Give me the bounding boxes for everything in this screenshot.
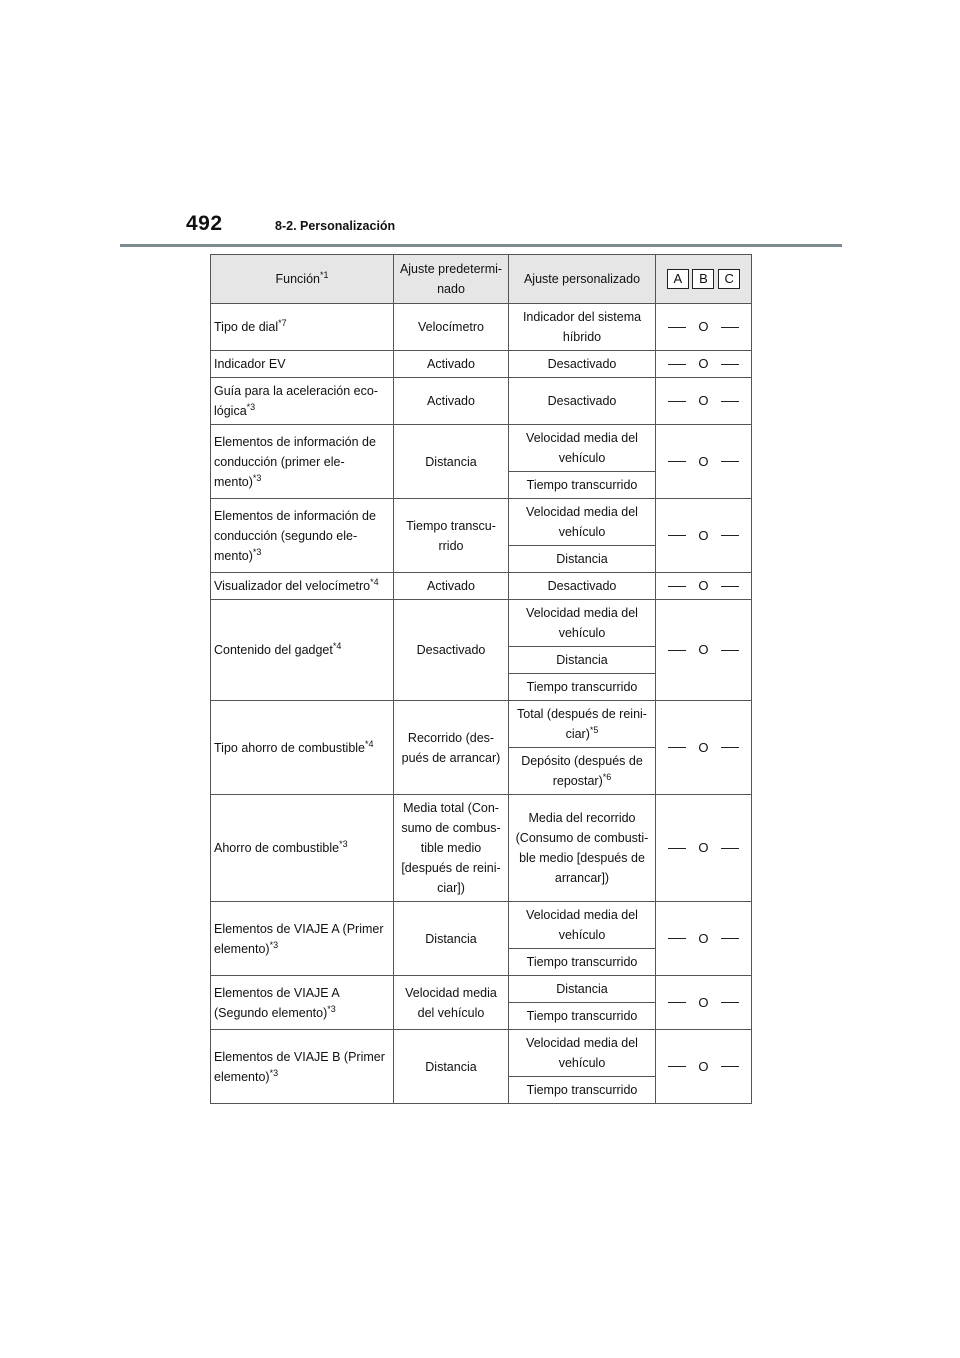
- mark-a-dash: [668, 1002, 686, 1003]
- table-row: [211, 701, 752, 748]
- mark-c-dash: [721, 1066, 739, 1067]
- custom-setting-cell: Tiempo transcurrido: [509, 674, 656, 701]
- column-header-abc: [656, 255, 752, 304]
- default-setting-cell: Activado: [394, 573, 509, 600]
- mark-a-dash: [668, 650, 686, 651]
- column-header-custom: Ajuste personalizado: [509, 255, 656, 304]
- table-body: [211, 304, 752, 1104]
- function-cell: Contenido del gadget$^{*4}$: [211, 600, 394, 701]
- custom-setting-cell: Distancia: [509, 976, 656, 1003]
- function-cell: Elementos de VIAJE A (Segundo elemento)$^{*3}$: [211, 976, 394, 1030]
- mark-c-dash: [721, 364, 739, 365]
- custom-setting-cell: Velocidad media del vehículo: [509, 425, 656, 472]
- mark-b-o: O: [698, 840, 709, 855]
- function-cell: Tipo de dial$^{*7}$: [211, 304, 394, 351]
- availability-cell: [656, 573, 752, 600]
- mark-b-o: O: [698, 453, 709, 469]
- mark-a-dash: [668, 848, 686, 849]
- mark-a-dash: [668, 401, 686, 402]
- default-setting-cell: Media total (Con-sumo de combus-tible medio [después de reini-ciar]): [394, 795, 509, 902]
- table-row: [211, 304, 752, 351]
- default-setting-cell: Recorrido (des-pués de arrancar): [394, 701, 509, 795]
- custom-setting-cell: Desactivado: [509, 378, 656, 425]
- table-row: [211, 795, 752, 902]
- default-setting-cell: Activado: [394, 351, 509, 378]
- table-row: [211, 425, 752, 472]
- custom-setting-cell: Velocidad media del vehículo: [509, 902, 656, 949]
- default-setting-cell: Distancia: [394, 425, 509, 499]
- mark-c-dash: [721, 938, 739, 939]
- availability-cell: [656, 701, 752, 795]
- mark-a-dash: [668, 1066, 686, 1067]
- custom-setting-cell: Depósito (después de repostar)$^{*6}$: [509, 748, 656, 795]
- table-row: [211, 1030, 752, 1077]
- header-divider: [120, 244, 842, 247]
- mark-c-dash: [721, 848, 739, 849]
- mark-c-dash: [721, 747, 739, 748]
- column-header-b: B: [692, 269, 714, 289]
- function-cell: Visualizador del velocímetro$^{*4}$: [211, 573, 394, 600]
- table-header-row: [211, 255, 752, 304]
- mark-b-o: O: [698, 393, 709, 408]
- customization-table: [210, 254, 752, 1104]
- availability-cell: [656, 795, 752, 902]
- mark-b-o: O: [698, 642, 709, 657]
- availability-cell: [656, 600, 752, 701]
- custom-setting-cell: Tiempo transcurrido: [509, 472, 656, 499]
- function-cell: Guía para la aceleración eco-lógica$^{*3}$: [211, 378, 394, 425]
- table-row: [211, 573, 752, 600]
- availability-cell: [656, 378, 752, 425]
- custom-setting-cell: Desactivado: [509, 351, 656, 378]
- mark-a-dash: [668, 461, 686, 462]
- mark-c-dash: [721, 650, 739, 651]
- function-cell: Tipo ahorro de combustible$^{*4}$: [211, 701, 394, 795]
- table-row: [211, 902, 752, 949]
- availability-cell: [656, 425, 752, 499]
- function-cell: Indicador EV: [211, 351, 394, 378]
- table-row: [211, 600, 752, 647]
- default-setting-cell: Distancia: [394, 902, 509, 976]
- mark-a-dash: [668, 535, 686, 536]
- default-setting-cell: Distancia: [394, 1030, 509, 1104]
- mark-b-o: O: [698, 578, 709, 593]
- custom-setting-cell: Velocidad media del vehículo: [509, 600, 656, 647]
- table-row: [211, 378, 752, 425]
- custom-setting-cell: Desactivado: [509, 573, 656, 600]
- mark-b-o: O: [698, 930, 709, 946]
- custom-setting-cell: Velocidad media del vehículo: [509, 499, 656, 546]
- mark-a-dash: [668, 364, 686, 365]
- availability-cell: [656, 304, 752, 351]
- mark-c-dash: [721, 401, 739, 402]
- custom-setting-cell: Tiempo transcurrido: [509, 1077, 656, 1104]
- availability-cell: [656, 499, 752, 573]
- column-header-c: C: [718, 269, 740, 289]
- mark-c-dash: [721, 327, 739, 328]
- mark-b-o: O: [698, 1058, 709, 1074]
- table-row: [211, 351, 752, 378]
- function-cell: Elementos de VIAJE B (Primer elemento)$^{*3}$: [211, 1030, 394, 1104]
- custom-setting-cell: Tiempo transcurrido: [509, 949, 656, 976]
- mark-a-dash: [668, 586, 686, 587]
- mark-b-o: O: [698, 356, 709, 371]
- function-cell: Elementos de información de conducción (segundo ele-mento)$^{*3}$: [211, 499, 394, 573]
- table-row: [211, 976, 752, 1003]
- function-cell: Ahorro de combustible$^{*3}$: [211, 795, 394, 902]
- function-cell: Elementos de VIAJE A (Primer elemento)$^{*3}$: [211, 902, 394, 976]
- mark-c-dash: [721, 586, 739, 587]
- section-title: 8-2. Personalización: [275, 219, 396, 233]
- availability-cell: [656, 351, 752, 378]
- column-header-default: Ajuste predetermi-nado: [394, 255, 509, 304]
- mark-a-dash: [668, 327, 686, 328]
- custom-setting-cell: Total (después de reini-ciar)$^{*5}$: [509, 701, 656, 748]
- default-setting-cell: Desactivado: [394, 600, 509, 701]
- mark-c-dash: [721, 535, 739, 536]
- availability-cell: [656, 1030, 752, 1104]
- page-number: 492: [186, 212, 223, 235]
- table-row: [211, 499, 752, 546]
- mark-a-dash: [668, 938, 686, 939]
- custom-setting-cell: Distancia: [509, 647, 656, 674]
- function-cell: Elementos de información de conducción (primer ele-mento)$^{*3}$: [211, 425, 394, 499]
- mark-b-o: O: [698, 527, 709, 543]
- availability-cell: [656, 902, 752, 976]
- mark-b-o: O: [698, 319, 709, 334]
- default-setting-cell: Tiempo transcu-rrido: [394, 499, 509, 573]
- mark-c-dash: [721, 461, 739, 462]
- mark-b-o: O: [698, 994, 709, 1010]
- mark-c-dash: [721, 1002, 739, 1003]
- availability-cell: [656, 976, 752, 1030]
- custom-setting-cell: Indicador del sistema híbrido: [509, 304, 656, 351]
- mark-b-o: O: [698, 739, 709, 755]
- mark-a-dash: [668, 747, 686, 748]
- custom-setting-cell: Distancia: [509, 546, 656, 573]
- column-header-a: A: [667, 269, 689, 289]
- default-setting-cell: Activado: [394, 378, 509, 425]
- custom-setting-cell: Velocidad media del vehículo: [509, 1030, 656, 1077]
- custom-setting-cell: Tiempo transcurrido: [509, 1003, 656, 1030]
- default-setting-cell: Velocidad media del vehículo: [394, 976, 509, 1030]
- default-setting-cell: Velocímetro: [394, 304, 509, 351]
- custom-setting-cell: Media del recorrido (Consumo de combusti-ble medio [después de arrancar]): [509, 795, 656, 902]
- column-header-function: Función$^{*1}$: [211, 255, 394, 304]
